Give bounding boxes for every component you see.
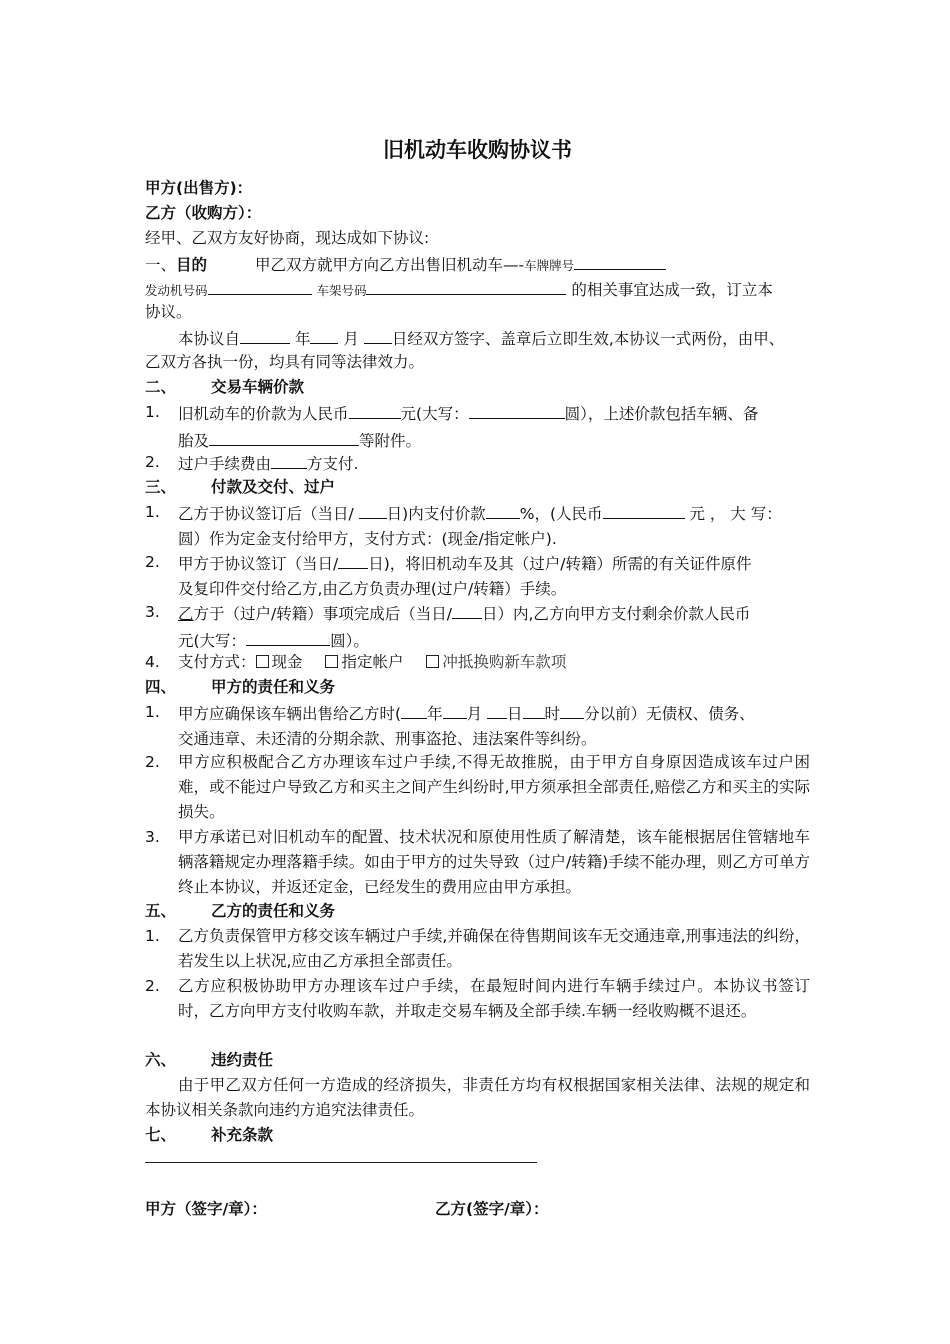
section-3-item-1: 1. 乙方于协议签订后（当日/ 日)内支付价款 %，(人民币 元 ， 大 写： 圆）作为定金支付给甲方，支付方式：(现金/指定帐户). bbox=[145, 500, 810, 552]
fee-payer-blank bbox=[271, 450, 307, 469]
section-5-title: 乙方的责任和义务 bbox=[211, 902, 336, 920]
designated-account-checkbox[interactable] bbox=[325, 655, 338, 668]
effective-clause-line-1: 本协议自 年 月 日经双方签字、盖章后立即生效,本协议一式两份，由甲、 bbox=[145, 325, 843, 352]
party-b-signature-label: 乙方(签字/章）： bbox=[435, 1200, 549, 1218]
section-2-title: 交易车辆价款 bbox=[211, 378, 305, 396]
section-6-text: 由于甲乙双方任何一方造成的经济损失，非责任方均有权根据国家相关法律、法规的规定和本协议相关条款向违约方追究法律责任。 bbox=[145, 1076, 810, 1119]
section-2-number: 二、 bbox=[145, 378, 177, 396]
section-3-heading bbox=[145, 475, 810, 500]
section-1-text: 甲乙双方就甲方向乙方出售旧机动车—- bbox=[255, 256, 525, 274]
effective-clause-line-2: 乙双方各执一份，均具有同等法律效力。 bbox=[145, 353, 425, 371]
intro-text: 经甲、乙双方友好协商，现达成如下协议: bbox=[145, 229, 430, 247]
section-1-text-2: 的相关事宜达成一致，订立本 bbox=[571, 281, 773, 299]
accessories-blank bbox=[209, 427, 359, 446]
trade-in-checkbox[interactable] bbox=[426, 655, 439, 668]
section-3-number: 三、 bbox=[145, 478, 177, 496]
plate-number-label: 车牌牌号 bbox=[524, 258, 575, 273]
section-4-item-3: 3. 甲方承诺已对旧机动车的配置、技术状况和原使用性质了解清楚，该车能根据居住管辖地车辆落籍规定办理落籍手续。如由于甲方的过失导致（过户/转籍)手续不能办理，则乙方可单方终止本协议，并返还定金，已经发生的费用应由甲方承担。 bbox=[145, 828, 810, 896]
clear-hour-blank bbox=[523, 700, 545, 719]
section-2-item-2: 2. 过户手续费由 方支付. bbox=[145, 450, 810, 477]
document-title: 旧机动车收购协议书 bbox=[383, 138, 572, 162]
party-a-signature-label: 甲方（签字/章）： bbox=[145, 1200, 267, 1218]
section-7-title: 补充条款 bbox=[211, 1126, 274, 1144]
clear-year-blank bbox=[401, 700, 427, 719]
section-2-item-1: 1. 旧机动车的价款为人民币 元(大写： 圆），上述价款包括车辆、备 胎及 等附件。 bbox=[145, 400, 810, 454]
cash-checkbox[interactable] bbox=[256, 655, 269, 668]
section-1-line-3: 协议。 bbox=[145, 303, 192, 321]
clear-minute-blank bbox=[560, 700, 584, 719]
clear-day-blank bbox=[487, 700, 507, 719]
section-5-number: 五、 bbox=[145, 902, 177, 920]
party-a-label: 甲方(出售方)： bbox=[145, 179, 253, 197]
section-3-title: 付款及交付、过户 bbox=[211, 478, 336, 496]
section-1-line-1 bbox=[145, 251, 810, 278]
price-in-words-blank bbox=[469, 400, 565, 419]
frame-number-label: 车架号码 bbox=[316, 283, 367, 298]
deposit-days-blank bbox=[359, 500, 387, 519]
transfer-days-blank bbox=[452, 600, 482, 619]
price-blank bbox=[349, 400, 401, 419]
section-1-title: 目的 bbox=[176, 256, 208, 274]
section-1-line-2 bbox=[145, 276, 810, 303]
deposit-amount-blank bbox=[603, 500, 685, 519]
clear-month-blank bbox=[443, 700, 467, 719]
supplementary-clause-line bbox=[145, 1162, 537, 1163]
section-2-heading bbox=[145, 375, 810, 400]
section-3-item-3: 3. 乙方于（过户/转籍）事项完成后（当日/ 日）内,乙方向甲方支付剩余价款人民币 元(大写： 圆）。 bbox=[145, 600, 810, 654]
section-4-heading bbox=[145, 675, 810, 700]
engine-number-blank bbox=[208, 276, 312, 295]
section-5-heading bbox=[145, 899, 810, 924]
section-3-item-4: 4. 支付方式： 现金 指定帐户 冲抵换购新车款项 bbox=[145, 653, 567, 671]
section-4-item-2: 2. 甲方应积极配合乙方办理该车过户手续,不得无故推脱，由于甲方自身原因造成该车过户困难，或不能过户导致乙方和买主之间产生纠纷时,甲方须承担全部责任,赔偿乙方和买主的实际损失。 bbox=[145, 753, 810, 821]
year-blank bbox=[240, 325, 290, 344]
party-b-label: 乙方（收购方）： bbox=[145, 204, 262, 222]
section-7-number: 七、 bbox=[145, 1126, 177, 1144]
engine-number-label: 发动机号码 bbox=[145, 283, 208, 298]
section-1-number: 一、 bbox=[145, 256, 177, 274]
handover-days-blank bbox=[338, 550, 368, 569]
plate-number-blank bbox=[574, 251, 666, 270]
month-blank bbox=[310, 325, 338, 344]
day-blank bbox=[364, 325, 392, 344]
frame-number-blank bbox=[366, 276, 566, 295]
section-6-number: 六、 bbox=[145, 1051, 177, 1069]
section-3-item-2: 2. 甲方于协议签订（当日/ 日)，将旧机动车及其（过户/转籍）所需的有关证件原件 及复印件交付给乙方,由乙方负责办理(过户/转籍）手续。 bbox=[145, 550, 810, 602]
section-6-title: 违约责任 bbox=[211, 1051, 274, 1069]
deposit-percent-blank bbox=[486, 500, 520, 519]
section-4-number: 四、 bbox=[145, 678, 177, 696]
section-7-heading bbox=[145, 1123, 810, 1148]
balance-in-words-blank bbox=[246, 627, 330, 646]
section-5-item-1: 1. 乙方负责保管甲方移交该车辆过户手续,并确保在待售期间该车无交通违章,刑事违法的纠纷，若发生以上状况,应由乙方承担全部责任。 bbox=[145, 927, 810, 970]
section-4-title: 甲方的责任和义务 bbox=[211, 678, 336, 696]
section-6-heading bbox=[145, 1048, 810, 1073]
section-4-item-1: 1. 甲方应确保该车辆出售给乙方时( 年 月 日 时 分以前）无债权、债务、 交通违章、未还清的分期余款、刑事盗抢、违法案件等纠纷。 bbox=[145, 700, 810, 752]
section-5-item-2: 2. 乙方应积极协助甲方办理该车过户手续，在最短时间内进行车辆手续过户。本协议书签订时，乙方向甲方支付收购车款，并取走交易车辆及全部手续.车辆一经收购概不退还。 bbox=[145, 977, 810, 1020]
